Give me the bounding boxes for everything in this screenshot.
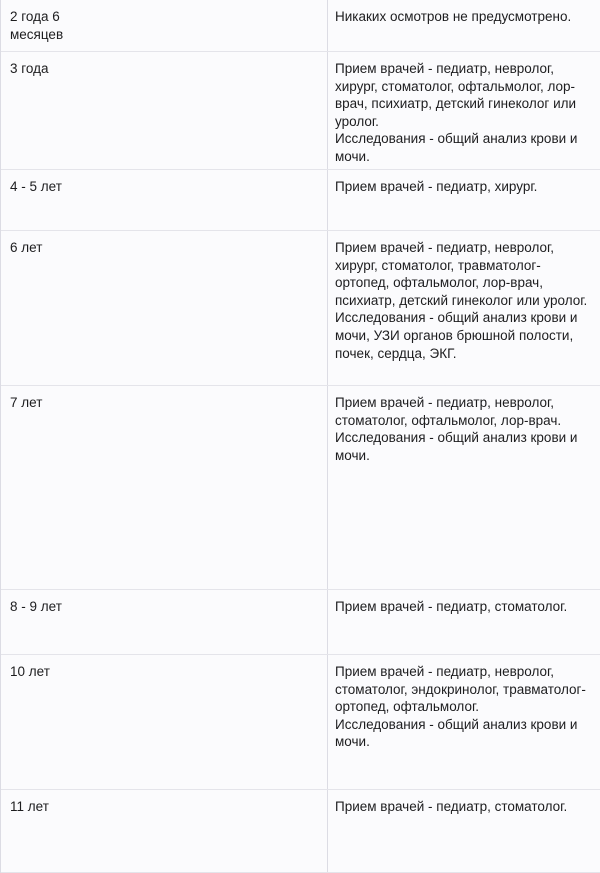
table-row	[1, 52, 600, 170]
description-cell: Никаких осмотров не предусмотрено.	[327, 0, 600, 52]
age-cell: 3 года	[10, 61, 49, 76]
age-cell: 2 года 6 месяцев	[10, 9, 64, 42]
age-cell: 8 - 9 лет	[10, 599, 62, 614]
table-row	[1, 231, 600, 386]
description-cell: Прием врачей - педиатр, стоматолог.	[327, 590, 600, 655]
table-row	[1, 386, 600, 590]
description-cell: Прием врачей - педиатр, невролог, стоматолог, офтальмолог, лор-врач. Исследования - общий анализ крови и мочи.	[327, 386, 600, 590]
age-cell: 6 лет	[10, 240, 43, 255]
age-cell: 10 лет	[10, 664, 50, 679]
age-cell: 7 лет	[10, 395, 43, 410]
table-row	[1, 655, 600, 790]
description-cell: Прием врачей - педиатр, невролог, хирург, стоматолог, офтальмолог, лор-врач, психиатр, детский гинеколог или уролог. Исследования - общий анализ крови и мочи.	[327, 52, 600, 170]
age-cell: 11 лет	[10, 799, 49, 814]
age-cell: 4 - 5 лет	[10, 179, 62, 194]
description-cell: Прием врачей - педиатр, невролог, хирург, стоматолог, травматолог-ортопед, офтальмолог, лор-врач, психиатр, детский гинеколог или уролог. Исследования - общий анализ крови и мочи, УЗИ органов брюшной полости, почек, сердца, ЭКГ.	[327, 231, 600, 386]
table-row	[1, 590, 600, 655]
description-cell: Прием врачей - педиатр, хирург.	[327, 170, 600, 231]
table-row	[1, 170, 600, 231]
table-row	[1, 790, 600, 873]
description-cell: Прием врачей - педиатр, стоматолог.	[327, 790, 600, 873]
description-cell: Прием врачей - педиатр, невролог, стоматолог, эндокринолог, травматолог-ортопед, офтальмолог. Исследования - общий анализ крови и мочи.	[327, 655, 600, 790]
table-row	[1, 0, 600, 52]
